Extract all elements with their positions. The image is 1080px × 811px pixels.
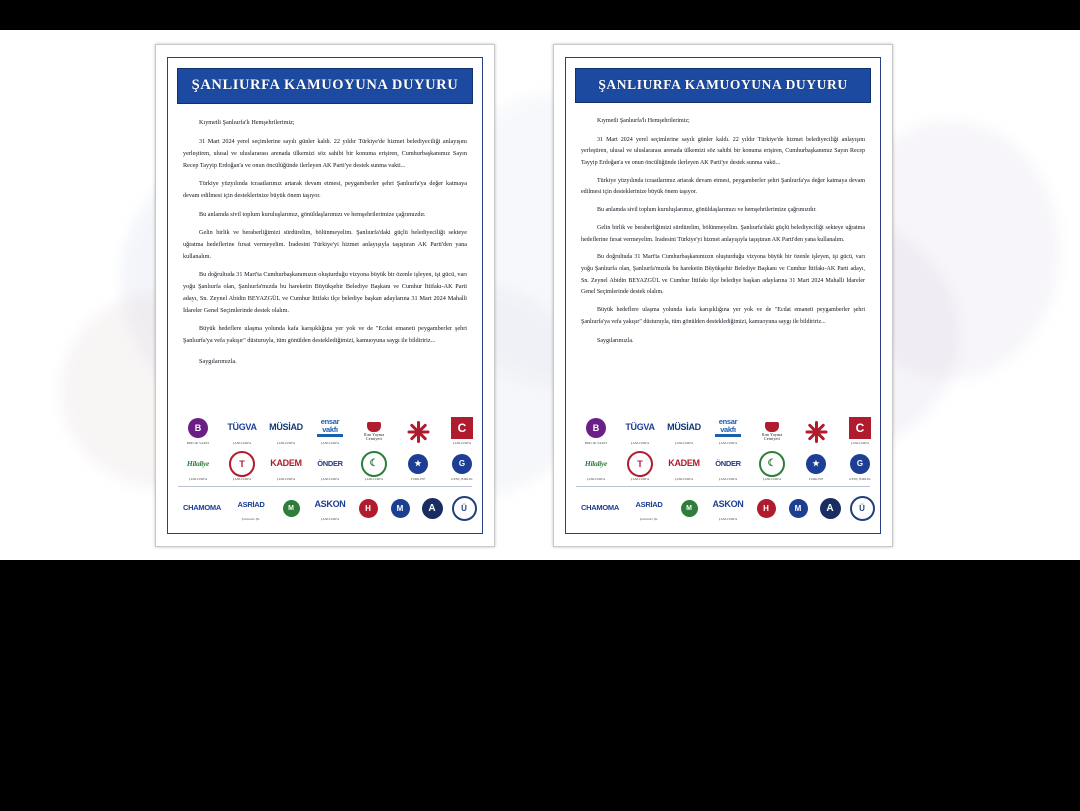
poster-left-frame (167, 57, 483, 534)
poster-right-frame (565, 57, 881, 534)
logo-ulke-genclik (448, 495, 480, 522)
mudafaa-icon: M (681, 495, 698, 521)
logo-caption: ŞANLIURFA (718, 518, 738, 522)
tumsiad-icon: T (229, 451, 255, 477)
logo-caption: ŞANLIURFA (718, 477, 738, 481)
logo-yesilay (750, 451, 794, 482)
kadem-icon: KADEM (270, 458, 302, 469)
chamoma-icon: CHAMOMA (183, 503, 221, 513)
logo-caption: ŞANLIURFA (364, 477, 384, 481)
genc-birlik-icon: G (452, 451, 472, 477)
logo-caption: BİRLİK VAKFI (186, 441, 210, 445)
logo-asriad (626, 491, 672, 522)
tugva-icon: TÜGVA (625, 422, 655, 433)
paragraph-5: Bu doğrultuda 31 Mart'ta Cumhurbaşkanımızın oluşturduğu vizyona büyük bir özenle işleyen, işi gücü, varı yoğu Şanlıurfa olan, Şanlıurfa'mızda bu hareketin Büyükşehir Belediye Başkanı ve Cumhur İttifakı-AK Parti adayı, Sn. Zeynel Abidin BEYAZGÜL ve Cumhur İttifakı ilçe belediye başkan adaylarına 31 Mart 2024 Mahalli İdareler Genel Seçimlerinde destek olalım. (581, 254, 865, 296)
tumsiad-icon: T (627, 451, 653, 477)
memur-sen-icon: M (391, 495, 410, 521)
paragraph-5: Bu doğrultuda 31 Mart'ta Cumhurbaşkanımızın oluşturduğu vizyona büyük bir özenle işleyen, işi gücü, varı yoğu Şanlıurfa olan, Şanlıurfa'mızda bu hareketin Büyükşehir Belediye Başkanı ve Cumhur İttifakı-AK Parti adayı, Sn. Zeynel Abidin BEYAZGÜL ve Cumhur İttifakı ilçe belediye başkan adaylarına 31 Mart 2024 Mahalli İdareler Genel Seçimlerinde destek olalım. (183, 270, 467, 315)
logo-caption: ŞANLIURFA (850, 441, 870, 445)
logo-divider (576, 486, 870, 487)
askon-icon: ASKON (314, 498, 346, 509)
kizilay-icon: C (849, 415, 871, 441)
logo-row-2 (176, 451, 474, 482)
onder-icon: ÖNDER (317, 458, 343, 468)
musiad-icon: MÜSİAD (667, 422, 701, 433)
logo-caption: BİRLİK VAKFI (584, 441, 608, 445)
logo-caption: ŞANLIURFA (718, 441, 738, 445)
logo-yesilay (352, 451, 396, 482)
logo-caption: TÜRKİYE (410, 477, 426, 481)
logo-anadolu-platform (814, 495, 846, 522)
tugva-icon: TÜGVA (227, 422, 257, 433)
logo-sanliurfa-kizilay (440, 415, 484, 446)
logo-caption: ŞANLIURFA (232, 441, 252, 445)
birlik-vakfi-icon: B (586, 415, 606, 441)
yesilay-icon: ☾ (759, 451, 785, 477)
logo-caption: ŞANLIURFA (276, 441, 296, 445)
logo-caption: ŞANLIURFA (630, 441, 650, 445)
logo-row-1 (176, 415, 474, 446)
kizilay-icon: C (451, 415, 473, 441)
logo-ensar-vakfi (308, 415, 352, 446)
logo-caption: ŞANLIURFA (586, 477, 606, 481)
logo-hilaliye (176, 451, 220, 482)
logo-tumsiad (618, 451, 662, 482)
logo-caption: TÜRKİYE (808, 477, 824, 481)
paragraph-2: Türkiye yüzyılında icraatlarımız artarak devam etmesi, peygamberler şehri Şanlıurfa'ya değer katmaya devam edilmesi için desteklerinize büyük önem taşıyor. (581, 177, 865, 196)
askon-icon: ASKON (712, 498, 744, 509)
star-burst-icon (805, 419, 827, 445)
ensar-icon: ensar vakfı (317, 415, 343, 441)
logo-mudafaa-i-hukuk (672, 495, 706, 522)
logo-turkiye-genclik-birligi (794, 451, 838, 482)
logo-musiad (264, 415, 308, 446)
poster-right[interactable] (553, 44, 893, 547)
paragraph-6: Büyük hedeflere ulaşma yolunda kafa karışıklığına yer yok ve de "Ecdat emaneti peygamberler şehri Şanlıurfa'ya vefa yakışır" düsturuyla, tüm gönülden desteklediğimizi, kamuoyuna saygı ile bildiririz... (183, 325, 467, 345)
logo-caption: ŞANLIURFA (188, 477, 208, 481)
onder-icon: ÖNDER (715, 458, 741, 468)
logo-genc-birlik (838, 451, 882, 482)
logo-row-3 (574, 491, 872, 522)
logo-row-2 (574, 451, 872, 482)
ensar-icon: ensar vakfı (715, 415, 741, 441)
memur-sen-icon: M (789, 495, 808, 521)
logo-caption: ŞANLIURFA (232, 477, 252, 481)
paragraph-3: Bu anlamda sivil toplum kuruluşlarımız, gönüldaşlarımızı ve hemşehrilerimize çağrımızdır. (597, 207, 817, 214)
logo-caption: Şanlıurfa Şb. (639, 518, 659, 522)
logo-chamoma (176, 495, 228, 522)
logo-caption: GENÇ BİRLİK (451, 477, 473, 481)
asriad-icon: ASRİAD (635, 499, 663, 509)
logo-caption: ŞANLIURFA (762, 477, 782, 481)
star-burst-icon (407, 419, 429, 445)
logo-caption: GENÇ BİRLİK (849, 477, 871, 481)
logo-caption: ŞANLIURFA (276, 477, 296, 481)
hak-is-icon: H (757, 495, 776, 521)
logo-asriad (228, 491, 274, 522)
logo-divider (178, 486, 472, 487)
logo-memur-sen (384, 495, 416, 522)
logo-chamoma (574, 495, 626, 522)
logo-row-1 (574, 415, 872, 446)
ilim-yayma-icon: İlim Yayma Cemiyeti (762, 419, 783, 445)
yesilay-icon: ☾ (361, 451, 387, 477)
paragraph-signoff: Saygılarımızla. (597, 338, 634, 345)
logo-onder (308, 451, 352, 482)
asriad-icon: ASRİAD (237, 499, 265, 509)
hilaliye-icon: Hilaliye (186, 458, 210, 468)
anadolu-platform-icon: A (422, 495, 443, 521)
logo-row-3 (176, 491, 474, 522)
logo-hilaliye (574, 451, 618, 482)
logo-musiad (662, 415, 706, 446)
logo-memur-sen (782, 495, 814, 522)
logo-caption: ŞANLIURFA (320, 518, 340, 522)
logo-anadolu-genclik (396, 419, 440, 446)
kadem-icon: KADEM (668, 458, 700, 469)
logo-hak-is (352, 495, 384, 522)
logo-turkiye-genclik-birligi (396, 451, 440, 482)
mudafaa-icon: M (283, 495, 300, 521)
logo-tumsiad (220, 451, 264, 482)
anadolu-platform-icon: A (820, 495, 841, 521)
hilaliye-icon: Hilaliye (584, 458, 608, 468)
logo-hak-is (750, 495, 782, 522)
logo-askon (308, 491, 352, 522)
logo-caption: Şanlıurfa Şb. (241, 518, 261, 522)
poster-left-body (177, 117, 473, 368)
poster-right-title: ŞANLIURFA KAMUOYUNA DUYURU (575, 68, 871, 103)
logo-askon (706, 491, 750, 522)
logo-caption: ŞANLIURFA (630, 477, 650, 481)
ulke-genclik-icon: Ü (850, 495, 875, 521)
paragraph-1: 31 Mart 2024 yerel seçimlerine sayılı günler kaldı. 22 yıldır Türkiye'de hizmet belediyeciliği anlayışını yerleştiren, ulusal ve uluslararası arenada ülkemizi söz sahibi bir konuma erişiren, Cumhurbaşkanımız Sayın Recep Tayyip Erdoğan'a ve onun öncülüğünde ilerleyen AK Parti'ye destek sunma vakti... (183, 138, 467, 170)
logo-ulke-genclik (846, 495, 878, 522)
logo-caption: ŞANLIURFA (674, 441, 694, 445)
logo-caption: ŞANLIURFA (320, 477, 340, 481)
logo-anadolu-platform (416, 495, 448, 522)
turkiye-genclik-icon: ★ (408, 451, 428, 477)
logo-genc-birlik (440, 451, 484, 482)
musiad-icon: MÜSİAD (269, 422, 303, 433)
logo-grid-left (176, 415, 474, 527)
logo-anadolu-genclik (794, 419, 838, 446)
paragraph-2: Türkiye yüzyılında icraatlarımız artarak devam etmesi, peygamberler şehri Şanlıurfa'ya değer katmaya devam edilmesi için desteklerinize büyük önem taşıyor. (183, 180, 467, 200)
logo-caption: ŞANLIURFA (452, 441, 472, 445)
logo-tugva (220, 415, 264, 446)
logo-onder (706, 451, 750, 482)
logo-kadem (662, 451, 706, 482)
logo-ensar-vakfi (706, 415, 750, 446)
logo-kadem (264, 451, 308, 482)
logo-ilim-yayma-cemiyeti (750, 419, 794, 446)
birlik-vakfi-icon: B (188, 415, 208, 441)
logo-mudafaa-i-hukuk (274, 495, 308, 522)
poster-right-body (575, 116, 871, 348)
paragraph-3: Bu anlamda sivil toplum kuruluşlarımız, gönüldaşlarımızı ve hemşehrilerimize çağrımızdır. (199, 210, 426, 218)
paragraph-1: 31 Mart 2024 yerel seçimlerine sayılı günler kaldı. 22 yıldır Türkiye'de hizmet belediyeciliği anlayışını yerleştiren, ulusal ve uluslararası arenada ülkemizi söz sahibi bir konuma erişiren, Cumhurbaşkanımız Sayın Recep Tayyip Erdoğan'a ve onun öncülüğünde ilerleyen AK Parti'ye destek sunma vakti... (581, 136, 865, 167)
genc-birlik-icon: G (850, 451, 870, 477)
ilim-yayma-icon: İlim Yayma Cemiyeti (364, 419, 385, 445)
paragraph-4: Gelin birlik ve beraberliğimizi sürdürelim, bölünmeyelim. Şanlıurfa'daki güçlü belediyeciliği sekteye uğratma hedeflerine fırsat vermeyelim. İradesini Türkiye'yi hizmet anlayışıyla taşıştıran AK Parti'den yana kullanalım. (183, 228, 467, 260)
logo-caption: ŞANLIURFA (320, 441, 340, 445)
turkiye-genclik-icon: ★ (806, 451, 826, 477)
poster-left-title: ŞANLIURFA KAMUOYUNA DUYURU (177, 68, 473, 104)
hak-is-icon: H (359, 495, 378, 521)
paragraph-signoff: Saygılarımızla. (199, 357, 237, 365)
paragraph-4: Gelin birlik ve beraberliğimizi sürdürelim, bölünmeyelim. Şanlıurfa'daki güçlü belediyeciliği sekteye uğratma hedeflerine fırsat vermeyelim. İradesini Türkiye'yi hizmet anlayışıyla taşıştıran AK Parti'den yana kullanalım. (581, 224, 865, 243)
poster-left[interactable] (155, 44, 495, 547)
ulke-genclik-icon: Ü (452, 495, 477, 521)
logo-sanliurfa-kizilay (838, 415, 882, 446)
paragraph-salutation: Kıymetli Şanlıurfa'lı Hemşehrilerimiz; (199, 119, 295, 126)
logo-birlik-vakfi (176, 415, 220, 446)
paragraph-salutation: Kıymetli Şanlıurfa'lı Hemşehrilerimiz; (597, 118, 690, 124)
paragraph-6: Büyük hedeflere ulaşma yolunda kafa karışıklığına yer yok ve de "Ecdat emaneti peygamberler şehri Şanlıurfa'ya vefa yakışır" düsturuyla, tüm gönülden desteklediğimizi, kamuoyuna saygı ile bildiririz... (581, 306, 865, 325)
chamoma-icon: CHAMOMA (581, 503, 619, 513)
logo-ilim-yayma-cemiyeti (352, 419, 396, 446)
logo-tugva (618, 415, 662, 446)
logo-caption: ŞANLIURFA (674, 477, 694, 481)
logo-birlik-vakfi (574, 415, 618, 446)
logo-grid-right (574, 415, 872, 527)
